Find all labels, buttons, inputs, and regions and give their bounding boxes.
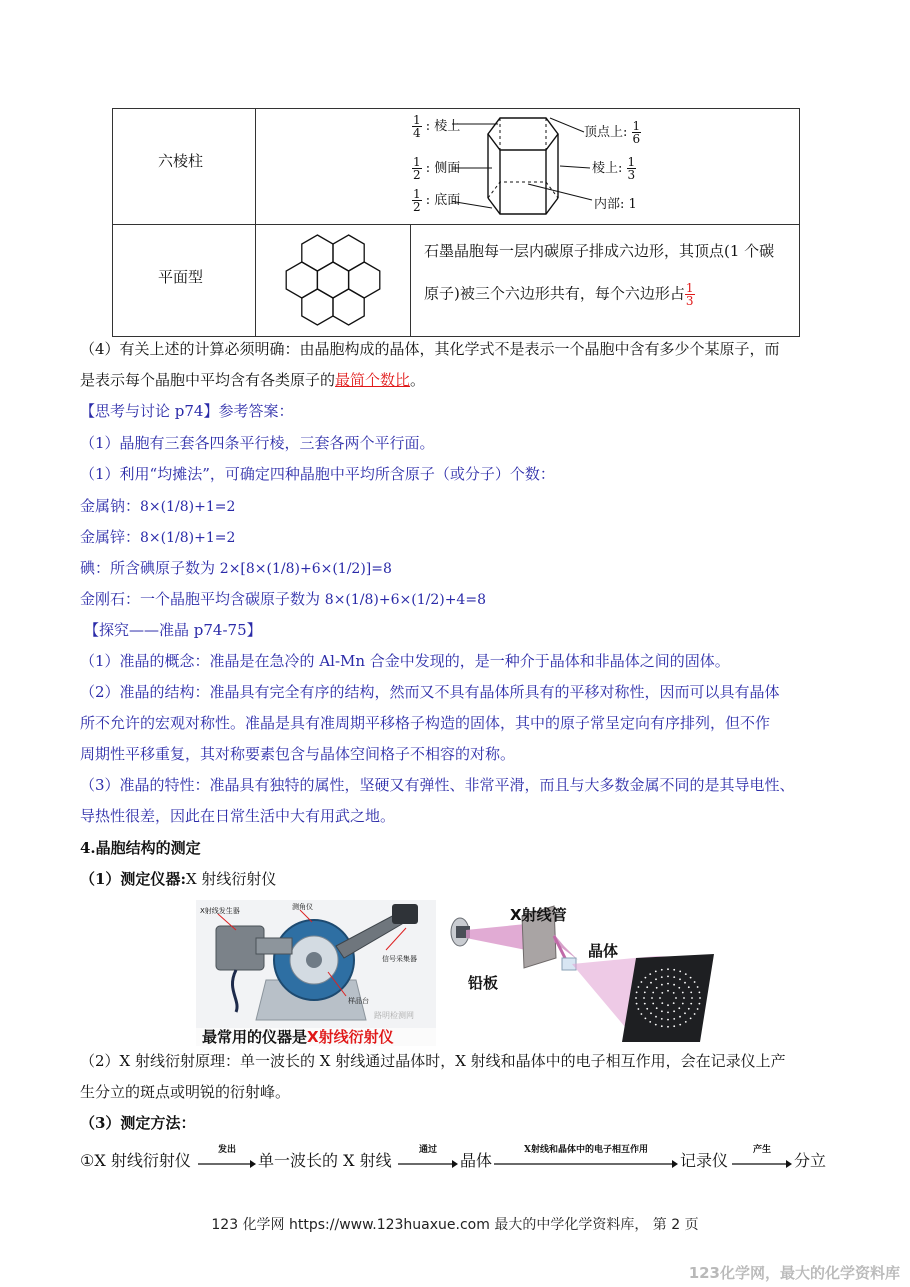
label-detector: 信号采集器 [382,955,417,963]
explore-item-3-line1: （3）准晶的特性：准晶具有独特的属性，坚硬又有弹性、非常平滑，而且与大多数金属不同的是其导电性、 [80,776,795,794]
label-sample-stage: 样品台 [348,997,369,1005]
think-item-1: （1）晶胞有三套各四条平行棱，三套各两个平行面。 [80,434,435,452]
row-label-hexagonal-prism: 六棱柱 [158,152,204,170]
row-label-planar: 平面型 [158,268,204,286]
label-interior-one: 内部: 1 [594,197,637,212]
flow-arrow-interaction: X射线和晶体中的电子相互作用 [494,1142,678,1173]
label-crystal: 晶体 [588,942,619,960]
para-4-line2: 是表示每个晶胞中平均含有各类原子的最简个数比。 [80,371,426,389]
graphite-honeycomb-diagram [280,226,386,334]
brand-watermark: 路明检测网 [374,1011,414,1020]
label-goniometer: 测角仪 [292,903,313,911]
graphite-desc-line2: 原子)被三个六边形共有，每个六边形占 $\frac{1}{3}$ [424,281,694,308]
explore-item-1: （1）准晶的概念：准晶是在急冷的 Al-Mn 合金中发现的，是一种介于晶体和非晶体之间的固体。 [80,652,730,670]
instrument-line: （1）测定仪器:X 射线衍射仪 [80,870,277,888]
flow-arrow-produce: 产生 [732,1142,792,1173]
section-4-title: 4.晶胞结构的测定 [80,839,201,857]
calc-sodium: 金属钠：8×(1/8)+1=2 [80,497,236,515]
explore-item-2-line1: （2）准晶的结构：准晶具有完全有序的结构，然而又不具有晶体所具有的平移对称性，因而可以具有晶体 [80,683,780,701]
think-title: 【思考与讨论 p74】参考答案： [80,402,294,420]
label-base-half: $\frac{1}{2}$ : 底面 [413,187,461,214]
xrd-caption: 最常用的仪器是X射线衍射仪 [202,1028,394,1046]
principle-line2: 生分立的斑点或明锐的衍射峰。 [80,1083,291,1101]
flow-node-crystal: 晶体 [460,1151,493,1170]
unit-cell-table [112,108,800,337]
explore-item-2-line3: 周期性平移重复，其对称要素包含与晶体空间格子不相容的对称。 [80,745,516,763]
flow-node-single-wavelength: 单一波长的 X 射线 [258,1151,392,1170]
xrd-principle-figure [446,902,716,1042]
site-watermark: 123化学网，最大的化学资料库 [688,1264,900,1282]
graphite-desc-line1: 石墨晶胞每一层内碳原子排成六边形，其顶点(1 个碳 [424,242,775,260]
label-lead-plate: 铅板 [468,974,499,992]
label-edge-third: 棱上: $\frac{1}{3}$ [592,155,636,182]
principle-line1: （2）X 射线衍射原理：单一波长的 X 射线通过晶体时，X 射线和晶体中的电子相互作用，会在记录仪上产 [80,1052,786,1070]
calc-diamond: 金刚石：一个晶胞平均含碳原子数为 8×(1/8)+6×(1/2)+4=8 [80,590,486,608]
label-xray-tube: X射线管 [510,906,567,924]
label-edge-quarter: $\frac{1}{4}$ : 棱上 [413,113,461,140]
flow-arrow-pass: 通过 [398,1142,458,1173]
method-label: （3）测定方法： [80,1114,196,1132]
flow-start: ①X 射线衍射仪 [80,1151,191,1170]
explore-item-2-line2: 所不允许的宏观对称性。准晶是具有准周期平移格子构造的固体，其中的原子常呈定向有序排列，但不作 [80,714,771,732]
think-item-2: （1）利用“均摊法”，可确定四种晶胞中平均所含原子（或分子）个数： [80,465,555,483]
flow-node-recorder: 记录仪 [680,1151,729,1170]
flow-arrow-emit: 发出 [198,1142,256,1173]
explore-item-3-line2: 导热性很差，因此在日常生活中大有用武之地。 [80,807,396,825]
label-vertex-sixth: 顶点上: $\frac{1}{6}$ [584,119,641,146]
page-footer: 123 化学网 https://www.123huaxue.com 最大的中学化学资料库， 第 2 页 [211,1217,699,1233]
calc-zinc: 金属锌：8×(1/8)+1=2 [80,528,236,546]
flow-node-discrete: 分立 [794,1151,827,1170]
explore-title: 【探究——准晶 p74-75】 [84,621,262,639]
para-4-line1: （4）有关上述的计算必须明确：由晶胞构成的晶体，其化学式不是表示一个晶胞中含有多少个某原子，而 [80,340,780,358]
xrd-instrument-figure [196,900,436,1046]
calc-iodine: 碘：所含碘原子数为 2×[8×(1/8)+6×(1/2)]=8 [80,559,392,577]
label-xray-source: X射线发生器 [200,907,240,915]
label-side-half: $\frac{1}{2}$ : 侧面 [413,155,461,182]
highlight-simplest-ratio: 最简个数比 [335,371,411,389]
hexagonal-prism-diagram [452,110,602,222]
